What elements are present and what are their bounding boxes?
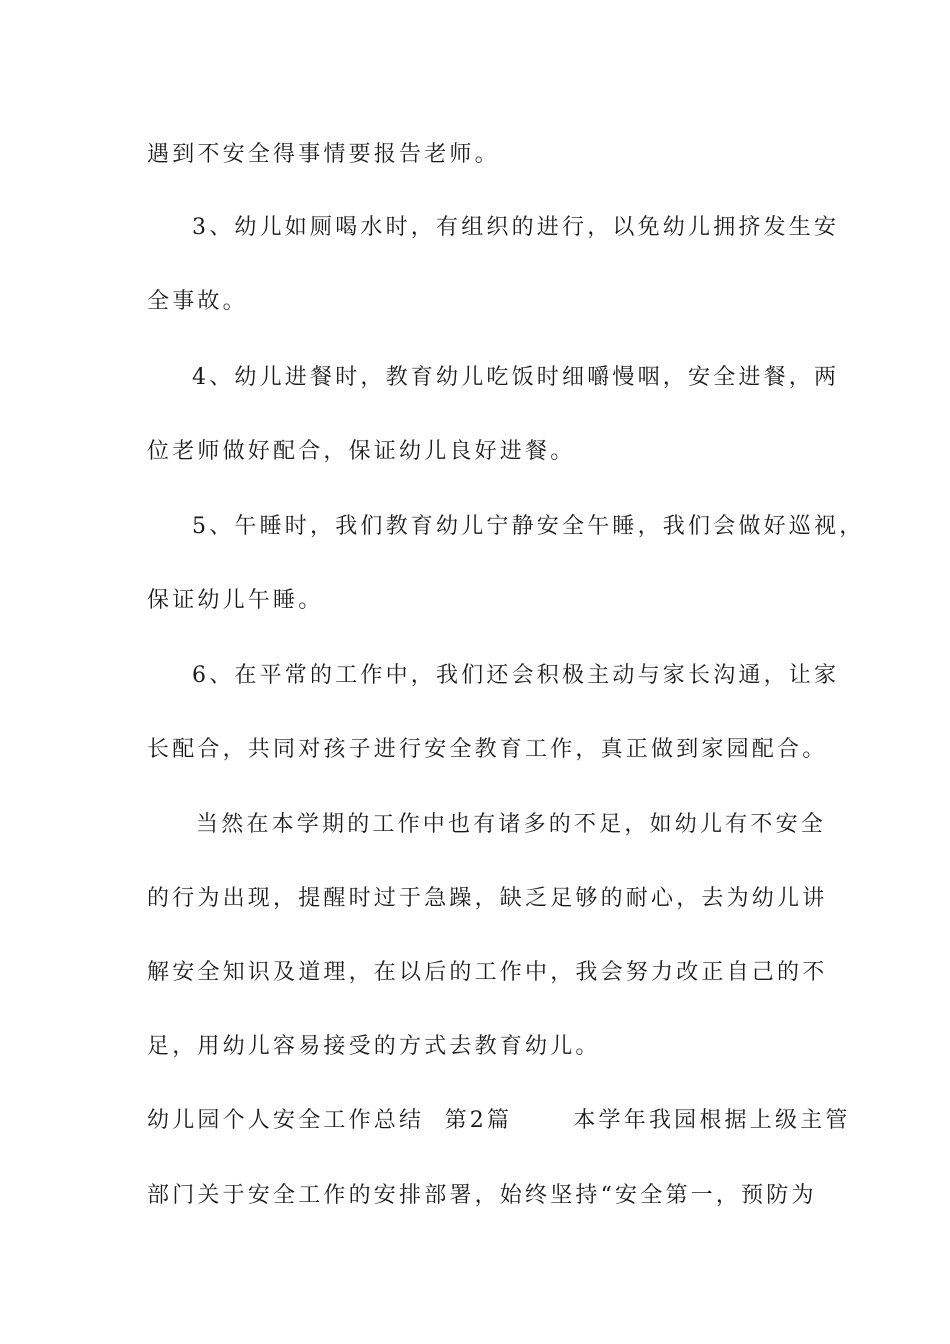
text-line: 足，用幼儿容易接受的方式去教育幼儿。	[147, 1034, 601, 1059]
text-line: 长配合，共同对孩子进行安全教育工作，真正做到家园配合。	[147, 737, 828, 762]
list-item-3: 3、幼儿如厕喝水时，有组织的进行，以免幼儿拥挤发生安	[192, 215, 840, 240]
text-line: 遇到不安全得事情要报告老师。	[147, 142, 500, 167]
list-item-4: 4、幼儿进餐时，教育幼儿吃饭时细嚼慢咽，安全进餐，两	[192, 365, 840, 390]
paragraph-start: 当然在本学期的工作中也有诸多的不足，如幼儿有不安全	[196, 812, 827, 837]
text-line: 的行为出现，提醒时过于急躁，缺乏足够的耐心，去为幼儿讲	[147, 886, 828, 911]
text-line: 位老师做好配合，保证幼儿良好进餐。	[147, 439, 576, 464]
text-line: 保证幼儿午睡。	[147, 588, 324, 613]
text-line: 全事故。	[147, 289, 248, 314]
text-line: 解安全知识及道理，在以后的工作中，我会努力改正自己的不	[147, 960, 828, 985]
list-item-5: 5、午睡时，我们教育幼儿宁静安全午睡，我们会做好巡视，	[192, 514, 865, 539]
text-line: 部门关于安全工作的安排部署，始终坚持“安全第一，预防为	[147, 1183, 817, 1208]
section-heading-line: 幼儿园个人安全工作总结 第2篇 本学年我园根据上级主管	[147, 1108, 851, 1133]
list-item-6: 6、在平常的工作中，我们还会积极主动与家长沟通，让家	[192, 663, 840, 688]
